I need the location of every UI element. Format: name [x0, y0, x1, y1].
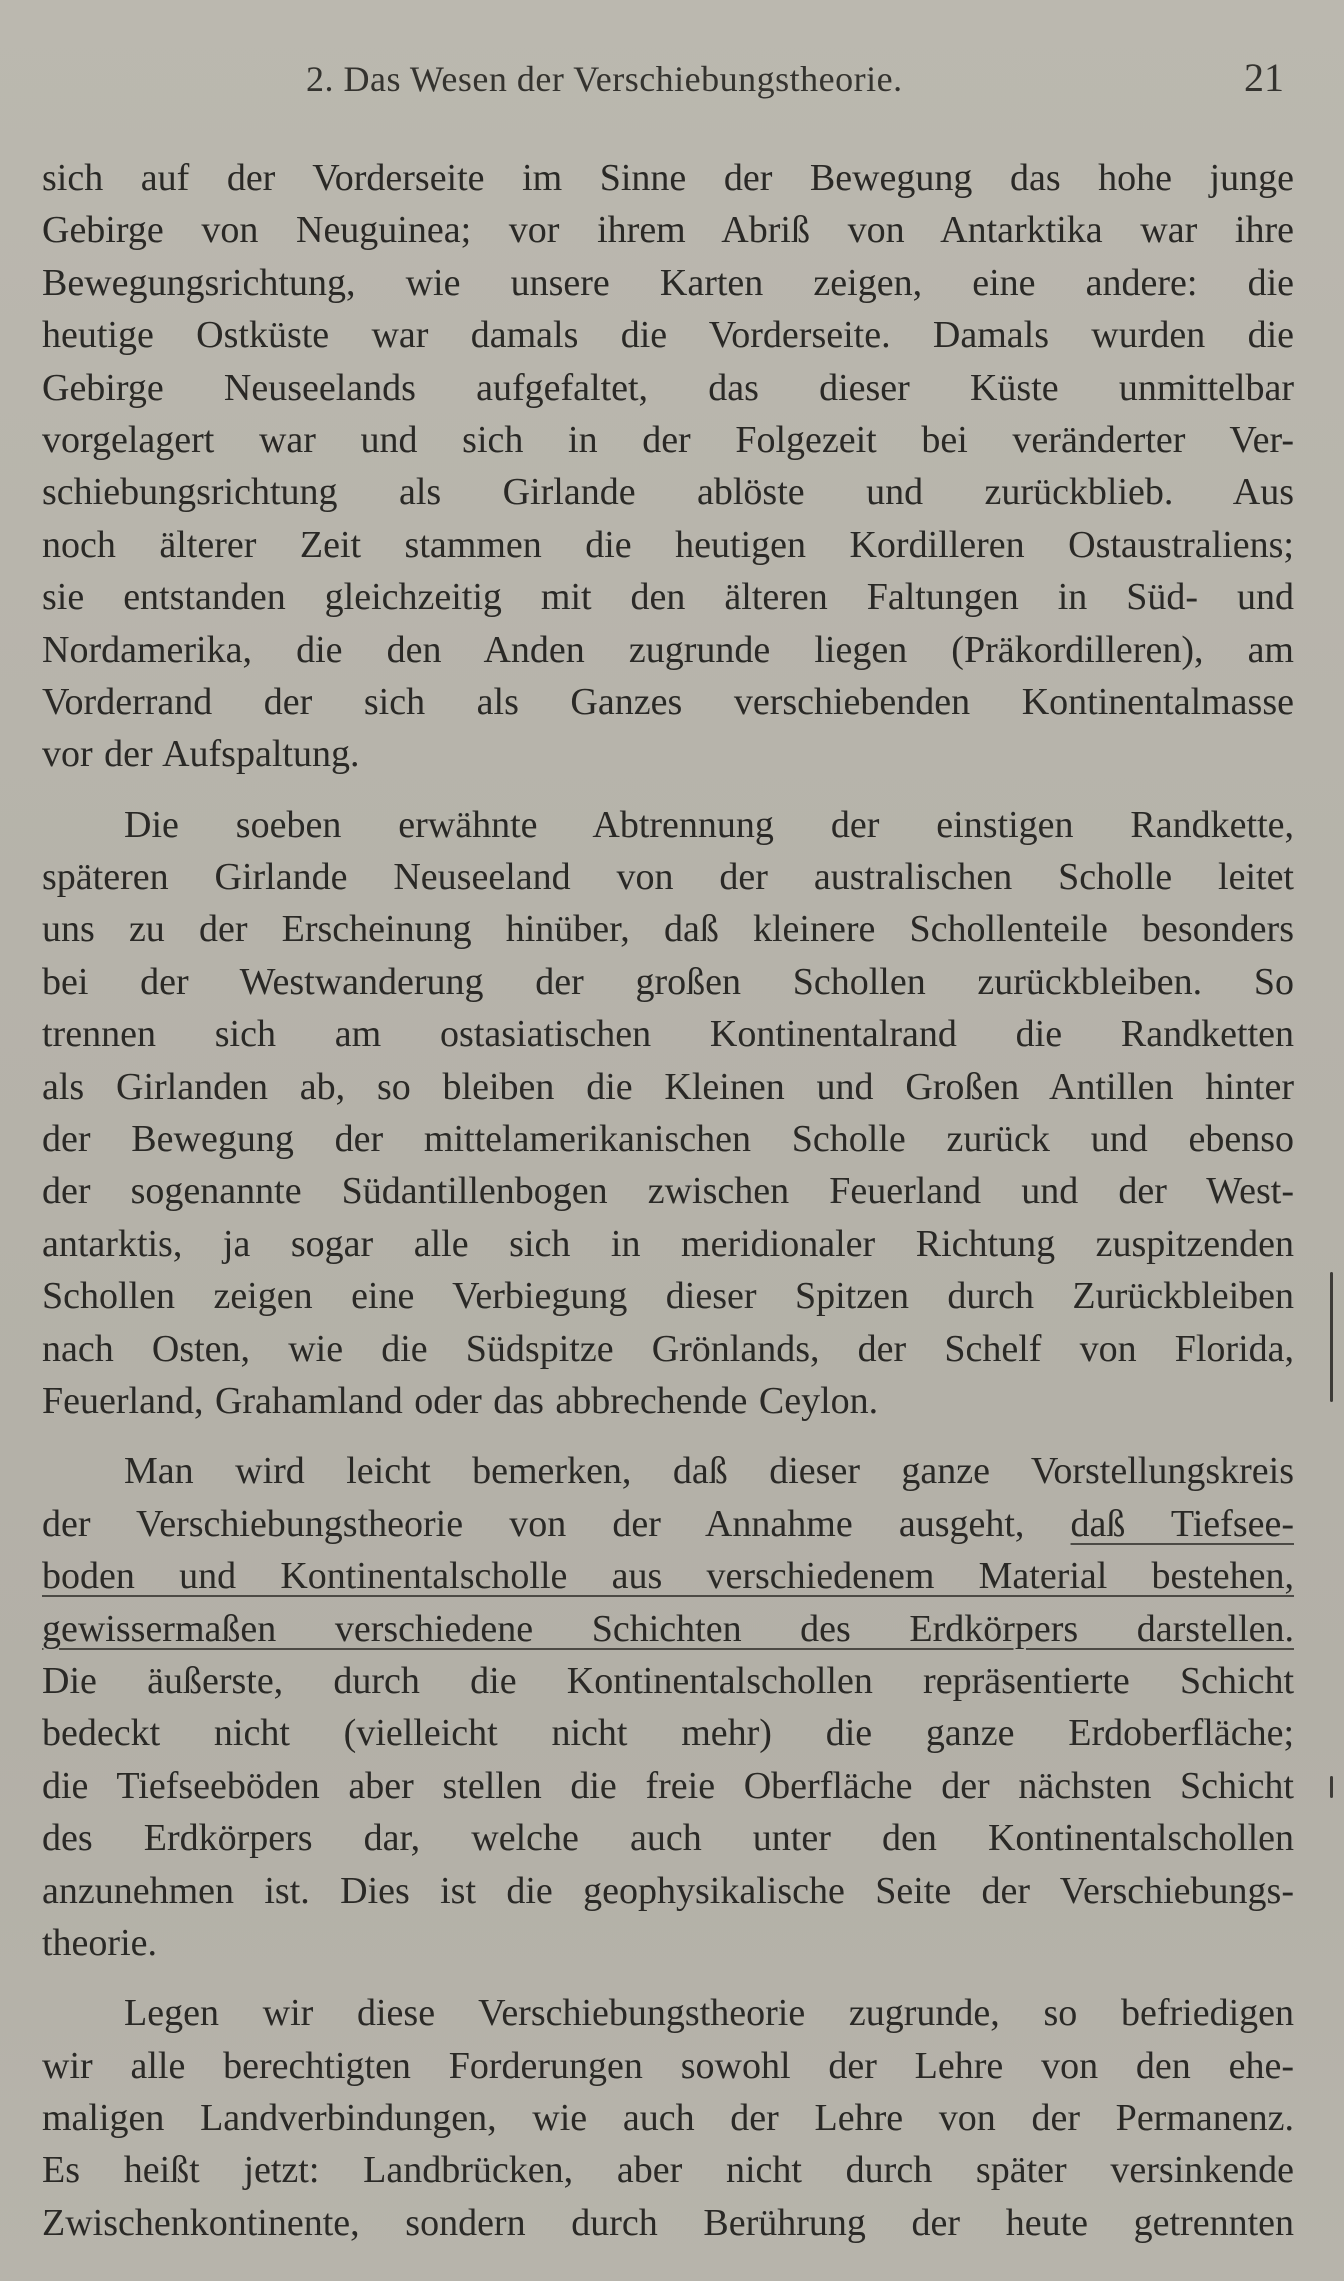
- text-line: späteren Girlande Neuseeland von der australischen Scholle leitet: [42, 856, 1294, 899]
- paragraph-spacing: [42, 1427, 1294, 1445]
- text-line: noch älterer Zeit stammen die heutigen Kordilleren Ostaustraliens;: [42, 523, 1294, 566]
- paragraph-1: [42, 152, 1294, 781]
- text-line: bedeckt nicht (vielleicht nicht mehr) die ganze Erdoberfläche;: [42, 1712, 1294, 1755]
- text-line: Man wird leicht bemerken, daß dieser ganze Vorstellungskreis: [124, 1450, 1294, 1493]
- text-line: wir alle berechtigten Forderungen sowohl der Lehre von den ehe-: [42, 2044, 1294, 2087]
- margin-pencil-mark: [1330, 1776, 1333, 1798]
- paragraph-2: [42, 799, 1294, 1428]
- paragraph-3: [42, 1445, 1294, 1969]
- text-line: Gebirge von Neuguinea; vor ihrem Abriß von Antarktika war ihre: [42, 209, 1294, 252]
- text-line: schiebungsrichtung als Girlande ablöste und zurückblieb. Aus: [42, 471, 1294, 514]
- text-line: Feuerland, Grahamland oder das abbrechende Ceylon.: [42, 1379, 879, 1422]
- text-line: [42, 1498, 1294, 1550]
- body-text: [42, 152, 1294, 2249]
- page-number: 21: [1244, 55, 1284, 100]
- running-header: [0, 55, 1344, 108]
- text-line: bei der Westwanderung der großen Schollen zurückbleiben. So: [42, 960, 1294, 1003]
- text-line: theorie.: [42, 1921, 158, 1964]
- text-line: Gebirge Neuseelands aufgefaltet, das dieser Küste unmittelbar: [42, 366, 1294, 409]
- text-line: anzunehmen ist. Dies ist die geophysikalische Seite der Verschiebungs-: [42, 1869, 1294, 1912]
- running-title: 2. Das Wesen der Verschiebungstheorie.: [306, 59, 903, 99]
- text-line: nach Osten, wie die Südspitze Grönlands, der Schelf von Florida,: [42, 1327, 1294, 1370]
- text-line: sich auf der Vorderseite im Sinne der Bewegung das hohe junge: [42, 157, 1294, 199]
- text-line: antarktis, ja sogar alle sich in meridionaler Richtung zuspitzenden: [42, 1222, 1294, 1265]
- text-line: maligen Landverbindungen, wie auch der Lehre von der Permanenz.: [42, 2097, 1294, 2140]
- text-line: Zwischenkontinente, sondern durch Berührung der heute getrennten: [42, 2201, 1294, 2244]
- text-line: sie entstanden gleichzeitig mit den älteren Faltungen in Süd- und: [42, 576, 1294, 619]
- text-line: Es heißt jetzt: Landbrücken, aber nicht durch später versinkende: [42, 2149, 1294, 2192]
- underlined-passage: gewissermaßen verschiedene Schichten des Erdkörpers darstellen.: [42, 1607, 1294, 1650]
- text-line: Legen wir diese Verschiebungstheorie zugrunde, so befriedigen: [124, 1992, 1294, 2035]
- margin-pencil-mark: [1330, 1272, 1333, 1402]
- text-line: die Tiefseeböden aber stellen die freie Oberfläche der nächsten Schicht: [42, 1764, 1294, 1807]
- text-line: vorgelagert war und sich in der Folgezeit bei veränderter Ver-: [42, 418, 1294, 461]
- text-line: Die äußerste, durch die Kontinentalschollen repräsentierte Schicht: [42, 1659, 1294, 1702]
- paragraph-4: [42, 1987, 1294, 2249]
- text-line: Die soeben erwähnte Abtrennung der einstigen Randkette,: [124, 803, 1294, 846]
- paragraph-spacing: [42, 781, 1294, 799]
- text-line: der sogenannte Südantillenbogen zwischen Feuerland und der West-: [42, 1170, 1294, 1213]
- text-line: der Bewegung der mittelamerikanischen Scholle zurück und ebenso: [42, 1118, 1294, 1161]
- text-line: Vorderrand der sich als Ganzes verschiebenden Kontinentalmasse: [42, 680, 1294, 723]
- text-line: Schollen zeigen eine Verbiegung dieser Spitzen durch Zurückbleiben: [42, 1275, 1294, 1318]
- text-line: trennen sich am ostasiatischen Kontinentalrand die Randketten: [42, 1013, 1294, 1056]
- text-line: uns zu der Erscheinung hinüber, daß kleinere Schollenteile besonders: [42, 908, 1294, 951]
- underlined-passage: daß Tiefsee-: [1070, 1502, 1294, 1545]
- text-line: heutige Ostküste war damals die Vorderseite. Damals wurden die: [42, 314, 1294, 357]
- text-line: als Girlanden ab, so bleiben die Kleinen und Großen Antillen hinter: [42, 1065, 1294, 1108]
- text-line: des Erdkörpers dar, welche auch unter den Kontinentalschollen: [42, 1817, 1294, 1860]
- text-line: vor der Aufspaltung.: [42, 733, 360, 776]
- paragraph-spacing: [42, 1969, 1294, 1987]
- underlined-passage: boden und Kontinentalscholle aus verschiedenem Material bestehen,: [42, 1555, 1294, 1598]
- text-run: der Verschiebungstheorie von der Annahme ausgeht,: [42, 1502, 1071, 1545]
- text-line: Nordamerika, die den Anden zugrunde liegen (Präkordilleren), am: [42, 628, 1294, 671]
- text-line: Bewegungsrichtung, wie unsere Karten zeigen, eine andere: die: [42, 261, 1294, 304]
